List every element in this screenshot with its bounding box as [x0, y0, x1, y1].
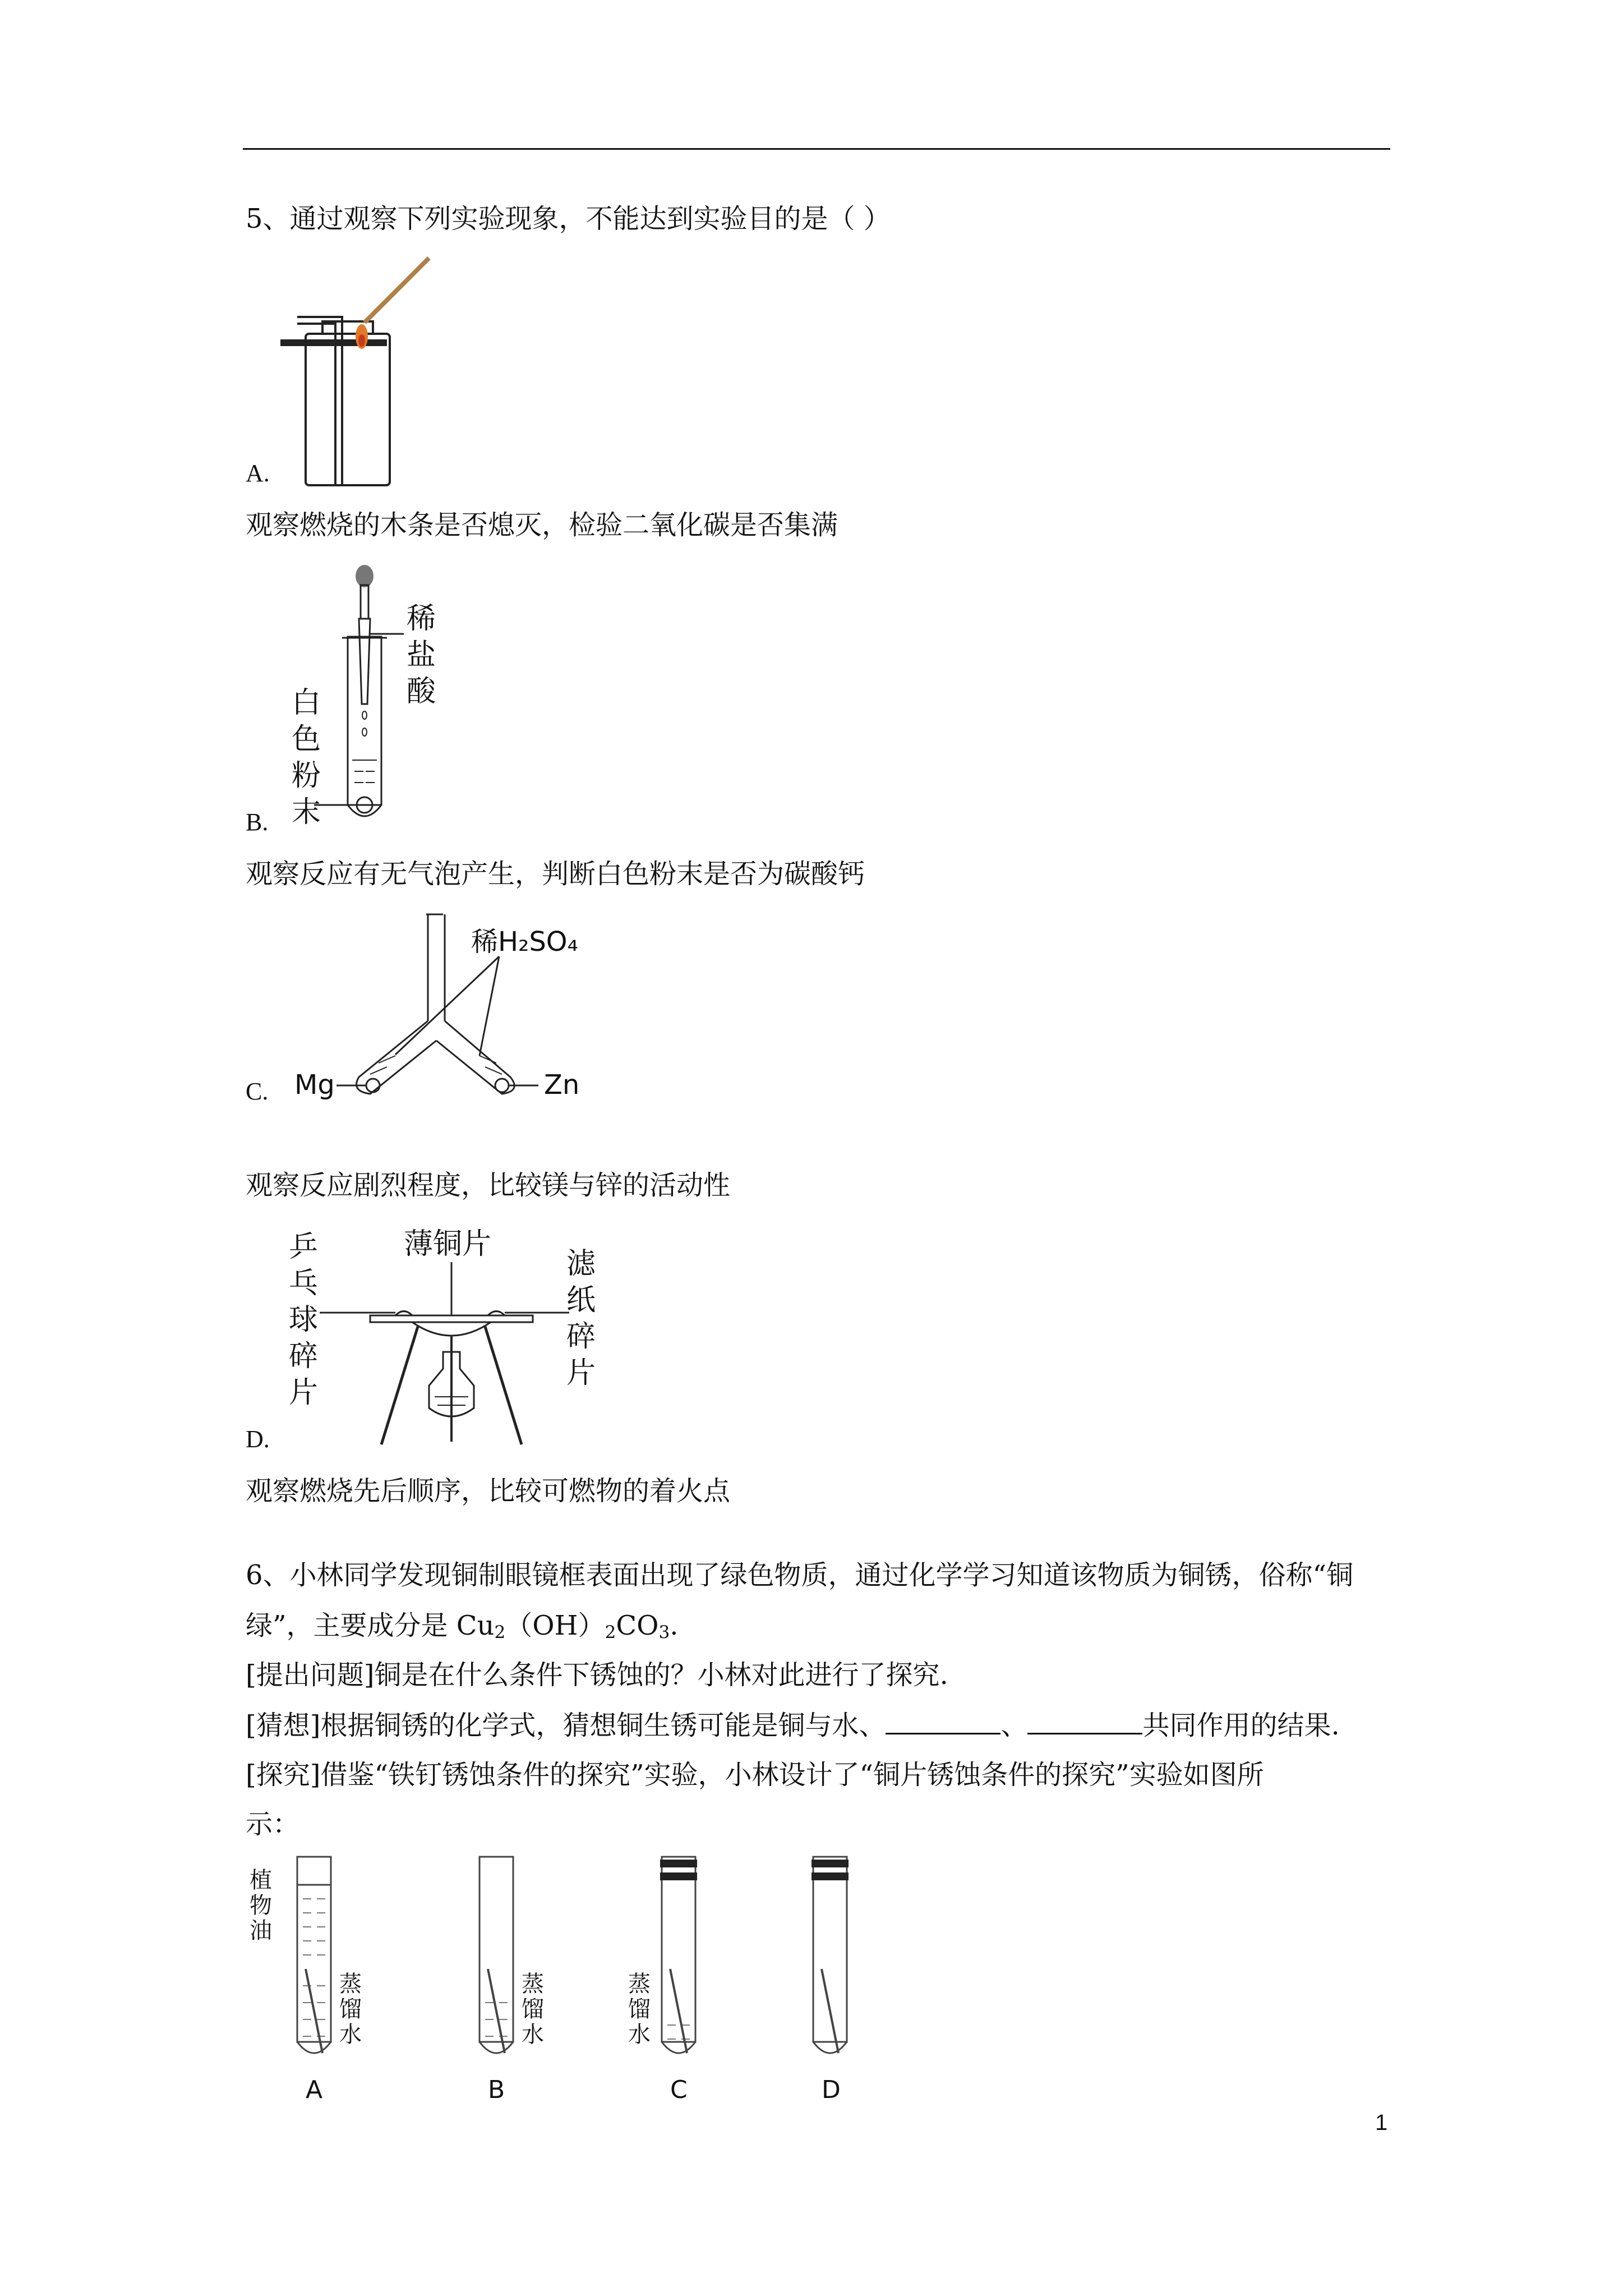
figure-b-acid-label-2: 盐	[407, 638, 436, 672]
figure-b-powder-label-1: 白	[292, 686, 321, 720]
q6-line-6: 示：	[246, 1809, 300, 1840]
option-d-letter: D.	[246, 1425, 270, 1453]
figure-test-tubes	[241, 1851, 886, 2109]
q6-line-2-text-a: 绿”，主要成分是 Cu	[246, 1610, 495, 1641]
figure-d-right-label-4: 片	[566, 1356, 596, 1390]
tube-d	[811, 1857, 849, 2104]
option-c-letter: C.	[246, 1078, 269, 1105]
q6-sub-3: 3	[658, 1622, 670, 1643]
q6-sub-2: 2	[605, 1622, 616, 1643]
tube-b	[479, 1857, 544, 2104]
q6-line-5: [探究]借鉴“铁钉锈蚀条件的探究”实验，小林设计了“铜片锈蚀条件的探究”实验如图所	[246, 1759, 1264, 1791]
figure-c-zn-label: Zn	[544, 1069, 580, 1101]
option-b-letter: B.	[246, 808, 269, 836]
tube-a-oil-label-3: 油	[250, 1918, 272, 1944]
q6-line-4-text-a: [猜想]根据铜锈的化学式，猜想铜生锈可能是铜与水、	[246, 1710, 886, 1741]
tube-b-water-label-3: 水	[522, 2022, 544, 2047]
q6-line-2	[246, 1610, 679, 1644]
figure-d-top-label: 薄铜片	[404, 1227, 492, 1261]
tube-c-water-label-1: 蒸	[628, 1971, 651, 1997]
tube-c-water-label-3: 水	[628, 2022, 651, 2047]
figure-d-copper-sheet	[283, 1223, 620, 1458]
q6-line-2-text-c: CO	[616, 1610, 659, 1641]
tube-b-water-label-2: 馏	[522, 1996, 544, 2022]
figure-d-left-label-1: 乒	[289, 1230, 319, 1264]
tube-c-letter: C	[670, 2076, 688, 2104]
tube-b-water-label-1: 蒸	[522, 1971, 544, 1997]
tube-d-letter: D	[822, 2076, 841, 2104]
tube-a-water-label-3: 水	[339, 2022, 362, 2047]
q6-line-2-text-d: .	[670, 1610, 679, 1641]
figure-d-left-label-4: 碎	[289, 1340, 319, 1373]
q6-line-4	[246, 1710, 1340, 1742]
tube-a-water-label-2: 馏	[339, 1996, 362, 2022]
q6-sub-1: 2	[494, 1622, 506, 1643]
tube-c	[628, 1857, 697, 2104]
option-c-desc: 观察反应剧烈程度，比较镁与锌的活动性	[246, 1170, 731, 1201]
q6-line-4-text-c: 共同作用的结果.	[1142, 1710, 1340, 1741]
answer-blank-1[interactable]	[886, 1710, 1000, 1734]
figure-d-right-label-3: 碎	[566, 1320, 596, 1354]
figure-b-powder-label-3: 粉	[292, 759, 321, 793]
figure-b-powder-label-4: 末	[292, 795, 321, 829]
figure-d-left-label-2: 乓	[289, 1267, 319, 1300]
figure-d-left-label-5: 片	[289, 1376, 319, 1410]
page-number: 1	[1375, 2110, 1388, 2135]
tube-a-letter: A	[306, 2076, 323, 2104]
q6-line-4-text-b: 、	[1000, 1710, 1028, 1741]
figure-a-gas-bottle	[292, 255, 460, 491]
tube-a-oil-label-2: 物	[250, 1893, 272, 1918]
figure-b-acid-label-3: 酸	[407, 675, 436, 708]
figure-b-dropper-tube	[280, 564, 460, 833]
tube-c-water-label-2: 馏	[628, 1996, 651, 2022]
q6-line-2-text-b: （OH）	[505, 1610, 605, 1641]
option-d-desc: 观察燃烧先后顺序，比较可燃物的着火点	[246, 1475, 731, 1507]
q5-stem: 5、通过观察下列实验现象，不能达到实验目的是（ ）	[246, 203, 891, 234]
figure-d-right-label-1: 滤	[566, 1247, 596, 1281]
figure-b-acid-label-1: 稀	[407, 602, 436, 636]
tube-b-letter: B	[488, 2076, 505, 2104]
tube-a	[250, 1857, 362, 2104]
figure-b-powder-label-2: 色	[292, 723, 321, 756]
q6-line-1: 6、小林同学发现铜制眼镜框表面出现了绿色物质，通过化学学习知道该物质为铜锈，俗称“铜	[246, 1559, 1354, 1591]
option-b-desc: 观察反应有无气泡产生，判断白色粉末是否为碳酸钙	[246, 858, 865, 890]
option-a-letter: A.	[246, 459, 270, 487]
figure-c-acid-label: 稀H₂SO₄	[471, 926, 578, 958]
tube-a-water-label-1: 蒸	[339, 1971, 362, 1997]
header-rule	[243, 148, 1390, 150]
figure-c-y-tube	[286, 909, 623, 1111]
figure-d-right-label-2: 纸	[566, 1283, 596, 1317]
figure-d-left-label-3: 球	[289, 1303, 319, 1337]
answer-blank-2[interactable]	[1027, 1710, 1142, 1734]
option-a-desc: 观察燃烧的木条是否熄灭，检验二氧化碳是否集满	[246, 509, 838, 541]
figure-c-mg-label: Mg	[294, 1069, 335, 1101]
tube-a-oil-label-1: 植	[250, 1867, 272, 1893]
q6-line-3: [提出问题]铜是在什么条件下锈蚀的？小林对此进行了探究.	[246, 1659, 948, 1691]
